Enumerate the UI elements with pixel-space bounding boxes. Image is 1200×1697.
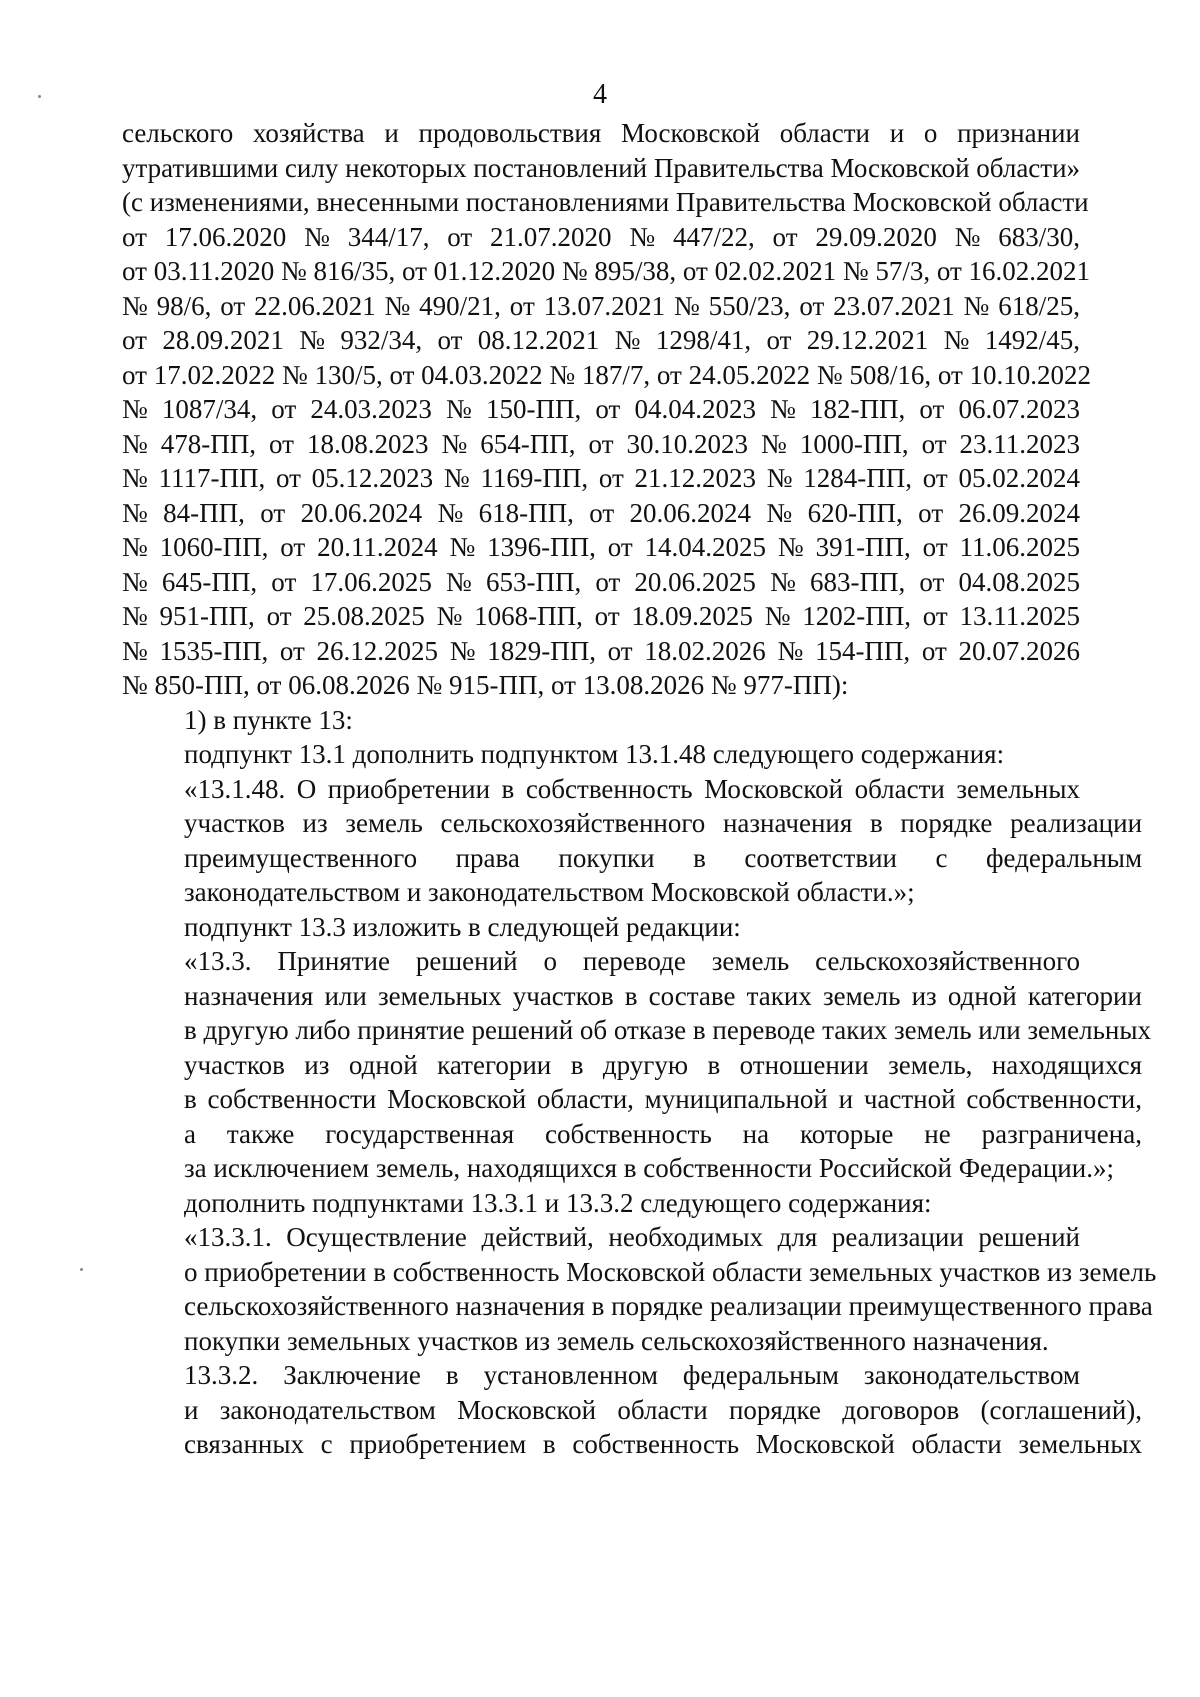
text-line: назначения или земельных участков в составе таких земель из одной категории — [184, 980, 1142, 1011]
text-line: № 478-ПП, от 18.08.2023 № 654-ПП, от 30.10.2023 № 1000-ПП, от 23.11.2023 — [122, 428, 1081, 459]
text-line: № 850-ПП, от 06.08.2026 № 915-ПП, от 13.08.2026 № 977-ПП): — [122, 670, 849, 700]
paragraph-subitem-13-1 — [122, 737, 1080, 772]
text-line: участков из земель сельскохозяйственного назначения в порядке реализации — [184, 808, 1143, 838]
text-line: № 645-ПП, от 17.06.2025 № 653-ПП, от 20.06.2025 № 683-ПП, от 04.08.2025 — [122, 566, 1080, 597]
text-line: подпункт 13.3 изложить в следующей редакции: — [184, 911, 741, 942]
text-line: и законодательством Московской области порядке договоров (соглашений), — [184, 1394, 1143, 1425]
paragraph-amendment-reference — [122, 116, 1092, 703]
text-line: № 98/6, от 22.06.2021 № 490/21, от 13.07.2021 № 550/23, от 23.07.2021 № 618/25, — [122, 290, 1080, 321]
text-line: в другую либо принятие решений об отказе в переводе таких земель или земельных — [184, 1015, 1151, 1045]
text-line: № 1087/34, от 24.03.2023 № 150-ПП, от 04.04.2023 № 182-ПП, от 06.07.2023 — [122, 394, 1080, 424]
text-line: а также государственная собственность на которые не разграничена, — [184, 1118, 1142, 1149]
paragraph-13-1-48 — [122, 772, 1143, 910]
text-line: участков из одной категории в другую в отношении земель, находящихся — [184, 1049, 1142, 1080]
text-line: покупки земельных участков из земель сельскохозяйственного назначения. — [184, 1325, 1049, 1356]
text-line: сельского хозяйства и продовольствия Московской области и о признании — [122, 118, 1080, 148]
text-line: от 28.09.2021 № 932/34, от 08.12.2021 № 1298/41, от 29.12.2021 № 1492/45, — [122, 325, 1081, 355]
text-line: сельскохозяйственного назначения в порядке реализации преимущественного права — [184, 1291, 1153, 1321]
paragraph-item-1 — [122, 703, 1080, 738]
text-line: «13.3. Принятие решений о переводе земель сельскохозяйственного — [184, 946, 1080, 976]
text-line: 1) в пункте 13: — [184, 704, 353, 735]
text-line: за исключением земель, находящихся в собственности Российской Федерации.»; — [184, 1153, 1114, 1183]
text-line: № 951-ПП, от 25.08.2025 № 1068-ПП, от 18.09.2025 № 1202-ПП, от 13.11.2025 — [122, 601, 1081, 631]
text-line: № 1060-ПП, от 20.11.2024 № 1396-ПП, от 14.04.2025 № 391-ПП, от 11.06.2025 — [122, 532, 1081, 562]
text-line: законодательством и законодательством Московской области.»; — [184, 877, 915, 907]
text-line: в собственности Московской области, муниципальной и частной собственности, — [184, 1084, 1142, 1114]
text-line: 13.3.2. Заключение в установленном федеральным законодательством — [184, 1360, 1081, 1390]
paragraph-13-3-2 — [122, 1358, 1143, 1462]
scan-speck — [38, 95, 41, 98]
paragraph-13-3-1 — [122, 1220, 1157, 1358]
text-line: (с изменениями, внесенными постановлениями Правительства Московской области — [122, 187, 1089, 217]
paragraph-13-3 — [122, 944, 1151, 1186]
text-line: от 17.02.2022 № 130/5, от 04.03.2022 № 187/7, от 24.05.2022 № 508/16, от 10.10.2022 — [122, 359, 1092, 390]
text-line: «13.1.48. О приобретении в собственность Московской области земельных — [184, 773, 1080, 804]
text-line: № 1117-ПП, от 05.12.2023 № 1169-ПП, от 21.12.2023 № 1284-ПП, от 05.02.2024 — [122, 463, 1080, 493]
text-line: № 84-ПП, от 20.06.2024 № 618-ПП, от 20.06.2024 № 620-ПП, от 26.09.2024 — [122, 497, 1081, 528]
text-line: о приобретении в собственность Московской области земельных участков из земель — [184, 1256, 1157, 1287]
document-body — [122, 116, 1157, 1462]
text-line: связанных с приобретением в собственность Московской области земельных — [184, 1429, 1143, 1459]
text-line: от 17.06.2020 № 344/17, от 21.07.2020 № 447/22, от 29.09.2020 № 683/30, — [122, 221, 1080, 252]
page-number: 4 — [593, 79, 607, 110]
text-line: «13.3.1. Осуществление действий, необходимых для реализации решений — [184, 1222, 1080, 1252]
text-line: от 03.11.2020 № 816/35, от 01.12.2020 № 895/38, от 02.02.2021 № 57/3, от 16.02.2021 — [122, 256, 1091, 286]
paragraph-add-subitems — [122, 1186, 1080, 1221]
text-line: дополнить подпунктами 13.3.1 и 13.3.2 следующего содержания: — [184, 1187, 932, 1218]
paragraph-subitem-13-3 — [122, 910, 1080, 945]
scan-speck — [80, 1268, 83, 1271]
text-line: утратившими силу некоторых постановлений Правительства Московской области» — [122, 152, 1081, 183]
text-line: № 1535-ПП, от 26.12.2025 № 1829-ПП, от 18.02.2026 № 154-ПП, от 20.07.2026 — [122, 635, 1081, 666]
text-line: преимущественного права покупки в соответствии с федеральным — [184, 842, 1143, 873]
text-line: подпункт 13.1 дополнить подпунктом 13.1.48 следующего содержания: — [184, 739, 1005, 769]
